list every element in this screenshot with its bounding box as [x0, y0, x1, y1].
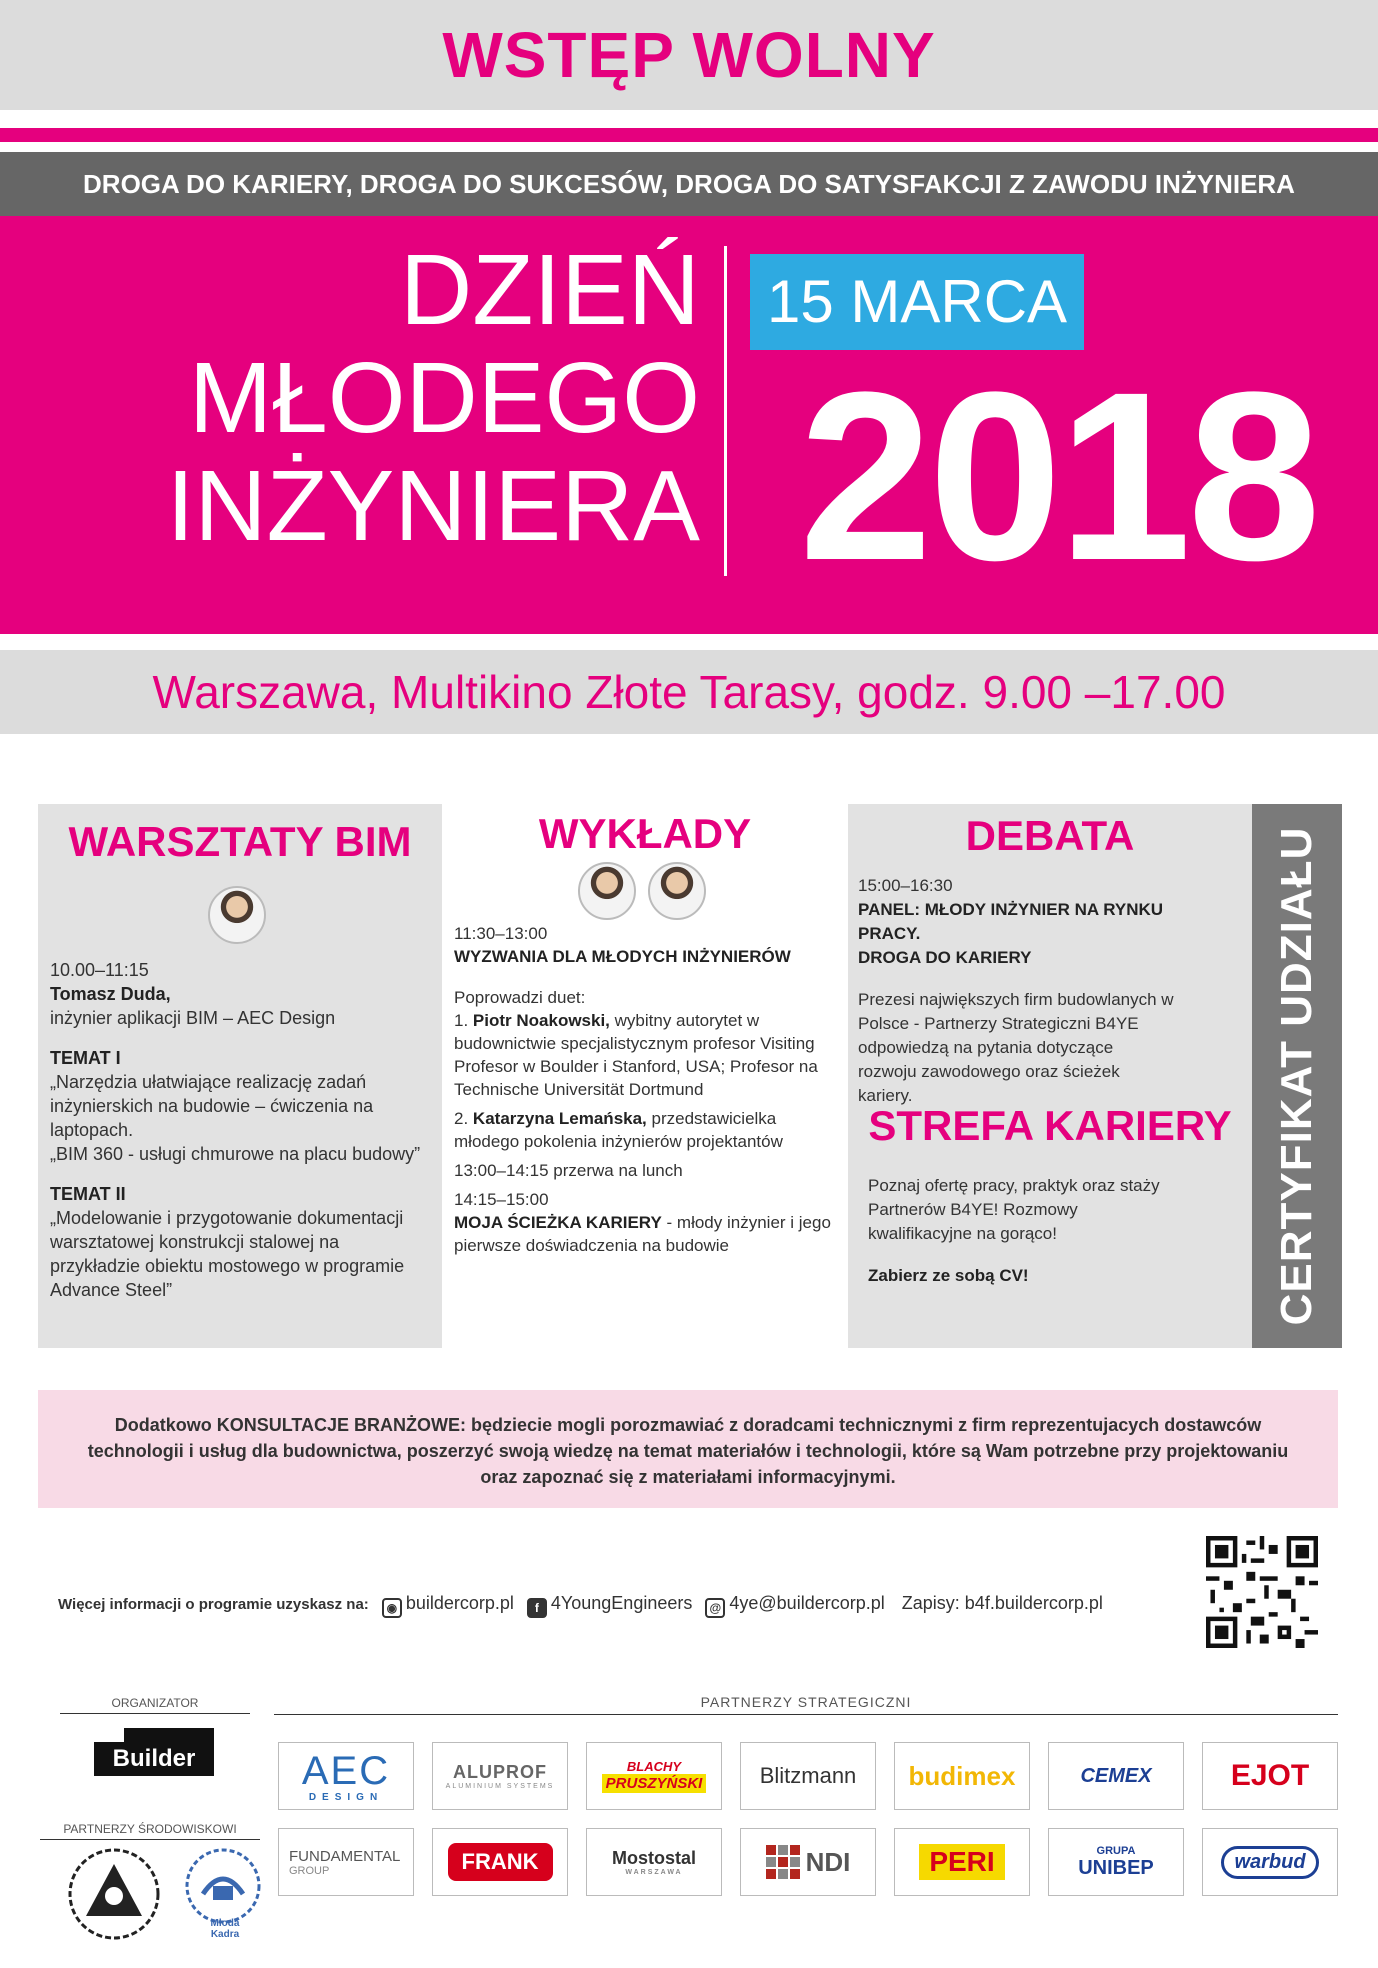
career-cta: Zabierz ze sobą CV!	[868, 1266, 1029, 1285]
lectures-title: WYKŁADY	[538, 810, 752, 857]
unibep-logo	[1048, 1828, 1184, 1896]
lecturer-1-desc: wybitny autorytet w budownictwie specjalistycznym profesor Visiting Profesor w Boulder i Stanford, USA; Profesor na Technische Universität Dortmund	[454, 1011, 818, 1099]
lectures-details	[454, 922, 844, 1257]
qr-code[interactable]	[1206, 1536, 1318, 1648]
lecture-2-desc: - młody inżynier i jego pierwsze doświadczenia na budowie	[454, 1213, 831, 1255]
builder-logo	[94, 1728, 214, 1776]
lecturer-1-name: Piotr Noakowski,	[472, 1011, 610, 1030]
lecture-1-time: 11:30–13:00	[454, 924, 548, 943]
debate-desc: Prezesi największych firm budowlanych w Polsce - Partnerzy Strategiczni B4YE odpowiedzą na pytania dotyczące rozwoju zawodowego oraz ścieżek kariery.	[858, 990, 1174, 1105]
ndi-logo	[740, 1828, 876, 1896]
organizer-label: ORGANIZATOR	[60, 1696, 250, 1714]
piitb-logo	[64, 1844, 164, 1944]
career-desc: Poznaj ofertę pracy, praktyk oraz staży Partnerów B4YE! Rozmowy kwalifikacyjne na gorąco!	[868, 1176, 1160, 1243]
lecture-intro: Poprowadzi duet:	[454, 988, 586, 1007]
lecture-2-time: 14:15–15:00	[454, 1190, 549, 1209]
tagline: DROGA DO KARIERY, DROGA DO SUKCESÓW, DROGA DO SATYSFAKCJI Z ZAWODU INŻYNIERA	[0, 152, 1378, 216]
blachy-pruszynski-logo	[586, 1742, 722, 1810]
lectures-column	[442, 804, 848, 1348]
bim-workshops-title: WARSZTATY BIM	[68, 818, 412, 865]
hero-divider	[724, 246, 727, 576]
event-title-line-3: INŻYNIERA	[166, 450, 700, 562]
strategic-partners-label: PARTNERZY STRATEGICZNI	[274, 1694, 1338, 1715]
debate-title: DEBATA	[965, 812, 1135, 859]
lecturer-1-number: 1.	[454, 1011, 469, 1030]
bim-details	[50, 958, 434, 1302]
budimex-logo	[894, 1742, 1030, 1810]
blachy-logo-top: BLACHY	[626, 1759, 682, 1774]
signup-label: Zapisy:	[901, 1593, 960, 1613]
peri-logo-text: PERI	[919, 1844, 1004, 1880]
warbud-logo	[1202, 1828, 1338, 1896]
speaker-avatar-1	[578, 862, 636, 920]
consultation-lead: Dodatkowo KONSULTACJE BRANŻOWE:	[114, 1415, 467, 1435]
aec-logo-text: AEC	[301, 1748, 391, 1793]
builder-logo-text: Builder	[94, 1742, 214, 1776]
lecturer-2-desc: przedstawicielka młodego pokolenia inżynierów projektantów	[454, 1109, 783, 1151]
email-link[interactable]: 4ye@buildercorp.pl	[729, 1593, 885, 1613]
debate-details	[858, 874, 1174, 1108]
aec-design-logo	[278, 1742, 414, 1810]
debate-panel-sub: DROGA DO KARIERY	[858, 948, 1032, 967]
aluprof-logo-text: ALUPROF	[453, 1762, 547, 1782]
environmental-partners-label: PARTNERZY ŚRODOWISKOWI	[40, 1822, 260, 1840]
event-title	[0, 236, 700, 560]
peri-logo	[894, 1828, 1030, 1896]
bim-topic-1-text-b: „BIM 360 - usługi chmurowe na placu budowy”	[50, 1144, 421, 1164]
lecturer-2-number: 2.	[454, 1109, 469, 1128]
ndi-mark	[766, 1845, 800, 1879]
aluprof-logo	[432, 1742, 568, 1810]
debate-column	[848, 804, 1252, 1348]
warbud-logo-text: warbud	[1221, 1846, 1318, 1879]
top-banner	[0, 0, 1378, 110]
fundamental-group-logo	[278, 1828, 414, 1896]
mostostal-logo-text: Mostostal	[611, 1848, 696, 1868]
career-details	[868, 1174, 1168, 1288]
blitzmann-logo	[740, 1742, 876, 1810]
ejot-logo	[1202, 1742, 1338, 1810]
bim-speaker-role: inżynier aplikacji BIM – AEC Design	[50, 1008, 336, 1028]
bim-topic-2-label: TEMAT II	[50, 1184, 126, 1204]
mail-icon: @	[705, 1598, 725, 1618]
frank-logo-text: FRANK	[448, 1843, 553, 1881]
accent-line	[0, 128, 1378, 142]
facebook-link[interactable]: 4YoungEngineers	[550, 1593, 693, 1613]
unibep-logo-top: GRUPA	[1096, 1844, 1136, 1857]
event-date: 15 MARCA	[750, 254, 1084, 350]
certificate-bar	[1252, 804, 1342, 1348]
ndi-logo-text: NDI	[805, 1846, 851, 1877]
bim-topic-2-text: „Modelowanie i przygotowanie dokumentacji warsztatowej konstrukcji stalowej na przykładzie obiektu mostowego w programie Advance Steel”	[50, 1208, 405, 1300]
lecture-1-headline: WYZWANIA DLA MŁODYCH INŻYNIERÓW	[454, 947, 791, 966]
career-zone-title: STREFA KARIERY	[868, 1102, 1232, 1149]
contact-label: Więcej informacji o programie uzyskasz na:	[58, 1596, 369, 1613]
facebook-icon: f	[527, 1598, 547, 1618]
debate-panel: PANEL: MŁODY INŻYNIER NA RYNKU PRACY.	[858, 900, 1164, 943]
event-title-line-1: DZIEŃ	[400, 234, 700, 346]
contact-line	[58, 1588, 1198, 1618]
ejot-logo-text: EJOT	[1230, 1759, 1310, 1792]
mostostal-logo	[586, 1828, 722, 1896]
website-link[interactable]: buildercorp.pl	[405, 1593, 514, 1613]
mostostal-logo-sub: WARSZAWA	[625, 1869, 683, 1876]
lecturer-2-name: Katarzyna Lemańska,	[472, 1109, 647, 1128]
unibep-logo-text: UNIBEP	[1078, 1856, 1154, 1879]
bim-speaker: Tomasz Duda,	[50, 984, 171, 1004]
blachy-logo-text: PRUSZYŃSKI	[602, 1774, 707, 1793]
lunch-break: 13:00–14:15 przerwa na lunch	[454, 1161, 683, 1180]
event-location: Warszawa, Multikino Złote Tarasy, godz. 9.00 –17.00	[0, 650, 1378, 734]
bim-workshops-column	[38, 804, 442, 1348]
cemex-logo	[1048, 1742, 1184, 1810]
consultation-box	[38, 1390, 1338, 1508]
fundamental-logo-sub: GROUP	[289, 1864, 330, 1877]
frank-logo	[432, 1828, 568, 1896]
signup-link[interactable]: b4f.buildercorp.pl	[964, 1593, 1103, 1613]
aec-logo-sub: DESIGN	[308, 1791, 384, 1803]
certificate-label: CERTYFIKAT UDZIAŁU	[1272, 826, 1321, 1326]
event-year: 2018	[799, 342, 1317, 610]
bim-topic-1-label: TEMAT I	[50, 1048, 121, 1068]
aluprof-logo-sub: ALUMINIUM SYSTEMS	[445, 1783, 555, 1790]
hero	[0, 216, 1378, 634]
consultation-body: będziecie mogli porozmawiać z doradcami technicznymi z firm reprezentujacych dostawców technologii i usług dla budownictwa, poszerzyć swoją wiedzę na temat materiałów i technologii, które są Wam potrzebne przy projektowaniu oraz zapoznać się z materiałami informacyjnymi.	[87, 1415, 1289, 1487]
consultation-text	[78, 1412, 1298, 1490]
speaker-avatar	[208, 886, 266, 944]
blitzmann-logo-text: Blitzmann	[759, 1763, 857, 1788]
budimex-logo-text: budimex	[908, 1760, 1016, 1791]
mloda-kadra-label: Młoda Kadra	[210, 1918, 240, 1940]
cemex-logo-text: CEMEX	[1080, 1764, 1152, 1787]
bim-time: 10.00–11:15	[50, 960, 149, 980]
free-entry-title: WSTĘP WOLNY	[442, 19, 936, 91]
lecture-2-headline: MOJA ŚCIEŻKA KARIERY	[454, 1213, 662, 1232]
web-icon: ◉	[382, 1598, 402, 1618]
debate-time: 15:00–16:30	[858, 876, 953, 895]
speaker-avatar-2	[648, 862, 706, 920]
bim-topic-1-text: „Narzędzia ułatwiające realizację zadań inżynierskich na budowie – ćwiczenia na laptopach.	[50, 1072, 374, 1140]
fundamental-logo-text: FUNDAMENTAL	[289, 1847, 401, 1865]
event-title-line-2: MŁODEGO	[188, 342, 700, 454]
